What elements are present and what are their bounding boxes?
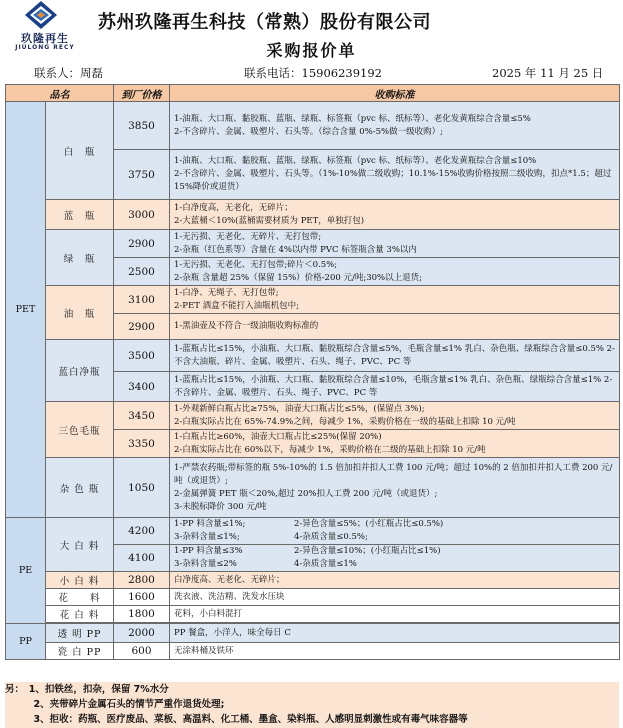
standard-line: 3-未脱标降价 300 元/吨: [174, 501, 267, 512]
price-cell: 3350: [114, 430, 170, 458]
company-name: 苏州玖隆再生科技（常熟）股份有限公司: [98, 12, 431, 33]
standard-line: 2-金属弹簧 PET 瓶＜20%,超过 20%扣人工费 200 元/吨（或退货）;: [174, 488, 438, 499]
standard-line: [174, 558, 615, 571]
footer-note: 2、夹带碎片金属石头的情节严重作退货处理;: [5, 699, 225, 710]
standard-line: 1-严禁农药瓶;带标签的瓶 5%-10%的 1.5 倍加扣并扣人工费 100 元/吨；超过 10%的 2 倍加扣并扣人工费 200 元/吨（或退货）;: [174, 462, 613, 486]
table-row: [6, 230, 620, 258]
table-row: [6, 458, 620, 518]
product-huabai: 花 白 料: [46, 606, 114, 623]
product-sanse: 三色毛瓶: [46, 402, 114, 458]
price-cell: 3450: [114, 402, 170, 430]
product-xiaobai: 小 白 料: [46, 572, 114, 589]
standard-cell: [170, 286, 620, 314]
table-row: [6, 402, 620, 430]
standard-line: 2-杂瓶 含量超 25%（保留 15%）价格-200 元/吨;30%以上退货;: [174, 272, 422, 283]
standard-part: 3-杂料含量≤1%;: [174, 532, 240, 542]
category-pp: PP: [6, 624, 46, 660]
standard-cell: [170, 372, 620, 402]
standard-cell: [170, 430, 620, 458]
product-baiping: 白 瓶: [46, 102, 114, 200]
product-lanbai: 蓝白净瓶: [46, 340, 114, 402]
table-row: [6, 606, 620, 623]
standard-part: 2-异色含量≤5%；(小红瓶占比≤0.5%): [294, 519, 444, 529]
standard-cell: [170, 340, 620, 372]
standard-line: 2-不含碎片、金属、吸塑片、石头等。（1%-10%做二级收购；10.1%-15%收购价格按照二级收购，扣点*1.5；超过 15%降价或退货）: [174, 169, 612, 192]
price-cell: 2800: [114, 572, 170, 589]
standard-line: 1-外观新鲜白瓶占比≥75%，油壶大口瓶占比≤5%，(保留点 3%);: [174, 403, 425, 414]
standard-cell: [170, 545, 620, 572]
table-row: [6, 624, 620, 643]
price-cell: 600: [114, 643, 170, 660]
standard-line: 2-白瓶实际占比在 65%-74.9%之间，每减少 1%，采购价格在一级的基础上扣除 10 元/吨: [174, 416, 516, 427]
table-row: [6, 286, 620, 314]
standard-cell: 洗衣液、洗洁精、洗发水压块: [170, 589, 620, 606]
standard-cell: PP 餐盒，小洋人，味全每日 C: [170, 624, 620, 643]
standard-line: 1-无污损、无老化、无碎片、无打包带;: [174, 231, 322, 242]
standard-cell: [170, 518, 620, 545]
price-cell: 3000: [114, 200, 170, 230]
standard-line: 1-黑油壶及不符合一级油瓶收购标准的: [174, 321, 319, 331]
quote-date: 2025 年 11 月 25 日: [492, 66, 604, 80]
category-pe: PE: [6, 518, 46, 624]
contact-phone: 联系电话：15906239192: [244, 66, 382, 80]
price-cell: 1050: [114, 458, 170, 518]
standard-line: 1-蓝瓶占比≤15%，小油瓶、大口瓶、黏胶瓶综合含量≤10%，毛瓶含量≤1% 乳白、杂色瓶、绿瓶综合含量≤1% 2-不含碎片、金属、吸塑片、石头、绳子、PVC、PC 等: [174, 374, 613, 398]
price-cell: 2000: [114, 624, 170, 643]
standard-cell: [170, 230, 620, 258]
price-cell: 3100: [114, 286, 170, 314]
standard-line: 2-大蓝桶＜10%(蓝桶需要材质为 PET，单独打包): [174, 215, 365, 226]
standard-line: 2-不含碎片、金属、吸塑片、石头等。（综合含量 0%-5%做一级收购）;: [174, 126, 443, 137]
footer-note: 另： 1、扣铁丝，扣杂，保留 7%水分: [5, 684, 169, 695]
price-cell: 1600: [114, 589, 170, 606]
table-row: [6, 572, 620, 589]
standard-cell: 白净度高、无老化、无碎片；: [170, 572, 620, 589]
price-table: [5, 84, 620, 518]
product-hualiao: 花 料: [46, 589, 114, 606]
logo-text-en: JIULONG RECY: [15, 44, 75, 51]
price-cell: 2900: [114, 314, 170, 340]
table-row: [6, 589, 620, 606]
table-row: [6, 518, 620, 545]
standard-line: 1-白净、无绳子、无打包带;: [174, 287, 279, 298]
price-cell: 3400: [114, 372, 170, 402]
product-lanping: 蓝 瓶: [46, 200, 114, 230]
product-lvping: 绿 瓶: [46, 230, 114, 286]
table-row: [6, 340, 620, 372]
contact-line: [0, 62, 623, 84]
contact-person: 联系人：周磊: [34, 66, 103, 80]
standard-part: 1-PP 料含量≤1%;: [174, 519, 246, 529]
product-dabai: 大 白 料: [46, 518, 114, 572]
header-standard: 收购标准: [170, 85, 620, 102]
standard-part: 4-杂质含量≤1%: [294, 559, 357, 569]
standard-line: [174, 518, 615, 531]
standard-line: 2-白瓶实际占比在 60%以下，每减少 1%，采购价格在二级的基础上扣除 10 元/吨: [174, 444, 486, 455]
price-cell: 3750: [114, 150, 170, 200]
table-header-row: [6, 85, 620, 102]
price-cell: 4100: [114, 545, 170, 572]
standard-line: 1-无污损、无老化、无打包带;碎片＜0.5%;: [174, 259, 338, 270]
standard-part: 4-杂质含量≤0.5%;: [294, 532, 368, 542]
footer-note: 3、拒收：药瓶、医疗废品、菜板、高温料、化工桶、墨盒、染料瓶、人感明显刺激性或有毒气味容器等: [5, 714, 468, 725]
page-header: [0, 0, 623, 62]
table-row: [6, 200, 620, 230]
standard-cell: [170, 102, 620, 150]
standard-cell: 无涂料桶及铁环: [170, 643, 620, 660]
price-cell: 2500: [114, 258, 170, 286]
header-price: 到厂价格: [114, 85, 170, 102]
standard-line: 1-白瓶占比≥60%，油壶大口瓶占比≤25%(保留 20%): [174, 431, 382, 442]
price-cell: 3850: [114, 102, 170, 150]
price-table-pe-pp: [5, 517, 620, 660]
product-zase: 杂 色 瓶: [46, 458, 114, 518]
logo-text-cn: 玖隆再生: [21, 32, 69, 45]
price-cell: 2900: [114, 230, 170, 258]
standard-line: 1-油瓶、大口瓶、黏胶瓶、蓝瓶、绿瓶、标签瓶（pvc 标、纸标等）、老化发黄瓶综合含量≤10%: [174, 156, 537, 166]
jiulong-logo-icon: [24, 0, 58, 30]
price-cell: 3500: [114, 340, 170, 372]
standard-cell: [170, 402, 620, 430]
price-cell: 1800: [114, 606, 170, 623]
table-row: [6, 643, 620, 660]
price-cell: 4200: [114, 518, 170, 545]
document-title: 采购报价单: [266, 41, 357, 60]
footer-notes: [5, 682, 619, 728]
standard-line: [174, 531, 615, 544]
standard-part: 1-PP 料含量≤3%: [174, 546, 243, 556]
category-pet: PET: [6, 102, 46, 518]
standard-cell: [170, 258, 620, 286]
product-touming: 透 明 PP: [46, 624, 114, 643]
standard-cell: [170, 314, 620, 340]
product-youping: 油 瓶: [46, 286, 114, 340]
standard-part: 3-杂料含量≤2%: [174, 559, 237, 569]
standard-cell: [170, 150, 620, 200]
standard-cell: [170, 200, 620, 230]
product-cibai: 瓷 白 PP: [46, 643, 114, 660]
standard-line: 2-PET 酒盒不能打入油瓶机包中;: [174, 300, 299, 311]
standard-line: 1-油瓶、大口瓶、黏胶瓶、蓝瓶、绿瓶、标签瓶（pvc 标、纸标等）、老化发黄瓶综合含量≤5%: [174, 113, 531, 124]
standard-cell: 花料，小白料混打: [170, 606, 620, 623]
standard-part: 2-异色含量≤10%；(小红瓶占比≤1%): [294, 546, 441, 556]
standard-line: 1-白净度高，无老化，无碎片；: [174, 202, 293, 213]
table-row: [6, 102, 620, 150]
standard-line: 2-杂瓶（红色系等）含量在 4%以内带 PVC 标签瓶含量 3%以内: [174, 244, 417, 255]
standard-cell: [170, 458, 620, 518]
header-product: 品名: [6, 85, 114, 102]
standard-line: 1-蓝瓶占比≤15%，小油瓶、大口瓶、黏胶瓶综合含量≤5%，毛瓶含量≤1% 乳白、杂色瓶、绿瓶综合含量≤0.5% 2-不含大油瓶、碎片、金属、吸塑片、石头、绳子、PVC、PC 等: [174, 343, 615, 367]
standard-line: [174, 545, 615, 558]
